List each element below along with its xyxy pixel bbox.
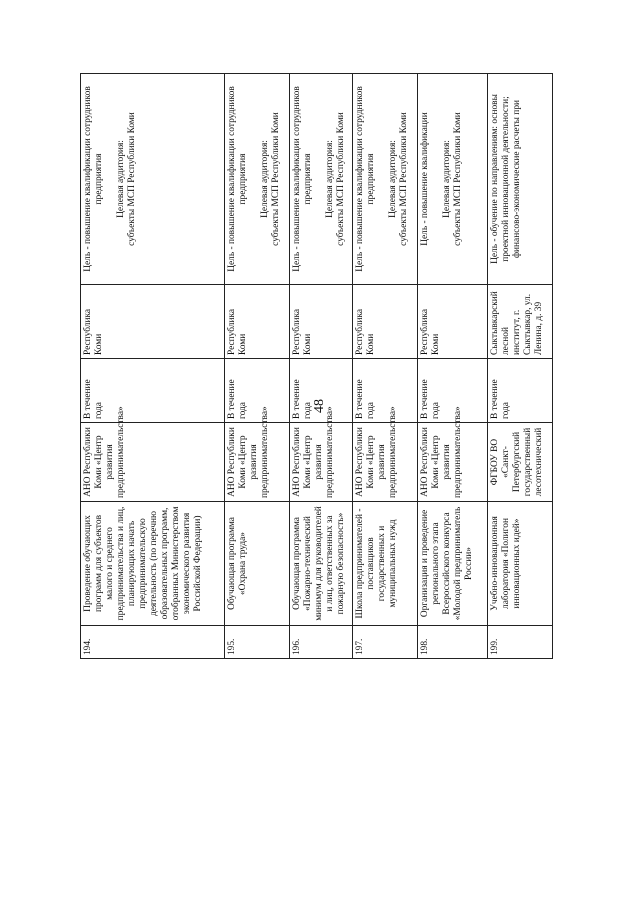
row-number: 198.: [418, 626, 488, 659]
row-number: 199.: [488, 626, 553, 659]
table-row: [290, 74, 353, 659]
row-number: 194.: [81, 626, 225, 659]
rotated-page-content: [80, 73, 585, 659]
row-number: 197.: [353, 626, 418, 659]
row-number: 196.: [290, 626, 353, 659]
event-place: Сыктывкарский лесной институт, г. Сыктывкар, ул. Ленина, д. 39: [488, 285, 553, 359]
page-number: 48: [312, 399, 327, 413]
event-period: В течение года: [81, 359, 225, 423]
event-place: Республика Коми: [81, 285, 225, 359]
row-number: 195.: [225, 626, 290, 659]
organizer: АНО Республики Коми «Центр развития предпринимательства»: [290, 423, 353, 502]
events-table: [80, 73, 553, 659]
event-goal: Цель - повышение квалификации Целевая аудитория: субъекты МСП Республики Коми: [418, 74, 488, 285]
event-name: Обучающая программа «Охрана труда»: [225, 502, 290, 626]
event-name: Обучающая программа «Пожарно-технический минимум для руководителей и лиц, ответственных за пожарную безопасность»: [290, 502, 353, 626]
event-place: Республика Коми: [290, 285, 353, 359]
organizer: АНО Республики Коми «Центр развития предпринимательства»: [418, 423, 488, 502]
event-goal: Цель - повышение квалификации сотрудников предприятия Целевая аудитория: субъекты МСП Республики Коми: [225, 74, 290, 285]
organizer: АНО Республики Коми «Центр развития предпринимательства»: [81, 423, 225, 502]
event-place: Республика Коми: [225, 285, 290, 359]
event-goal: Цель - обучение по направлениям: основы проектной инновационной деятельности; финансово-экономические расчеты при: [488, 74, 553, 285]
table-row: [81, 74, 225, 659]
table-row: [418, 74, 488, 659]
organizer: ФГБОУ ВО «Санкт-Петербургский государственный лесотехнический: [488, 423, 553, 502]
event-place: Республика Коми: [418, 285, 488, 359]
table-row: [225, 74, 290, 659]
event-period: В течение года: [418, 359, 488, 423]
event-period: В течение года: [225, 359, 290, 423]
event-goal: Цель - повышение квалификации сотрудников предприятия Целевая аудитория: субъекты МСП Республики Коми: [290, 74, 353, 285]
event-period: В течение года: [488, 359, 553, 423]
event-goal: Цель - повышение квалификации сотрудников предприятия Целевая аудитория: субъекты МСП Республики Коми: [81, 74, 225, 285]
event-period: В течение года: [290, 359, 353, 423]
organizer: АНО Республики Коми «Центр развития предпринимательства»: [225, 423, 290, 502]
event-name: Школа предпринимателей - поставщиков государственных и муниципальных нужд: [353, 502, 418, 626]
event-period: В течение года: [353, 359, 418, 423]
event-name: Организация и проведение регионального этапа Всероссийского конкурса «Молодой предприниматель России»: [418, 502, 488, 626]
table-row: [353, 74, 418, 659]
event-name: Учебно-инновационная лаборатория «Полигон инновационных идей»: [488, 502, 553, 626]
event-name: Проведение обучающих программ для субъектов малого и среднего предпринимательства и лиц, планирующих начать предпринимательскую деятельность (по перечню образовательных программ, отобранных Министерством экономического развития Российской Федерации): [81, 502, 225, 626]
organizer: АНО Республики Коми «Центр развития предпринимательства»: [353, 423, 418, 502]
table-row: [488, 74, 553, 659]
event-place: Республика Коми: [353, 285, 418, 359]
event-goal: Цель - повышение квалификации сотрудников предприятия Целевая аудитория: субъекты МСП Республики Коми: [353, 74, 418, 285]
